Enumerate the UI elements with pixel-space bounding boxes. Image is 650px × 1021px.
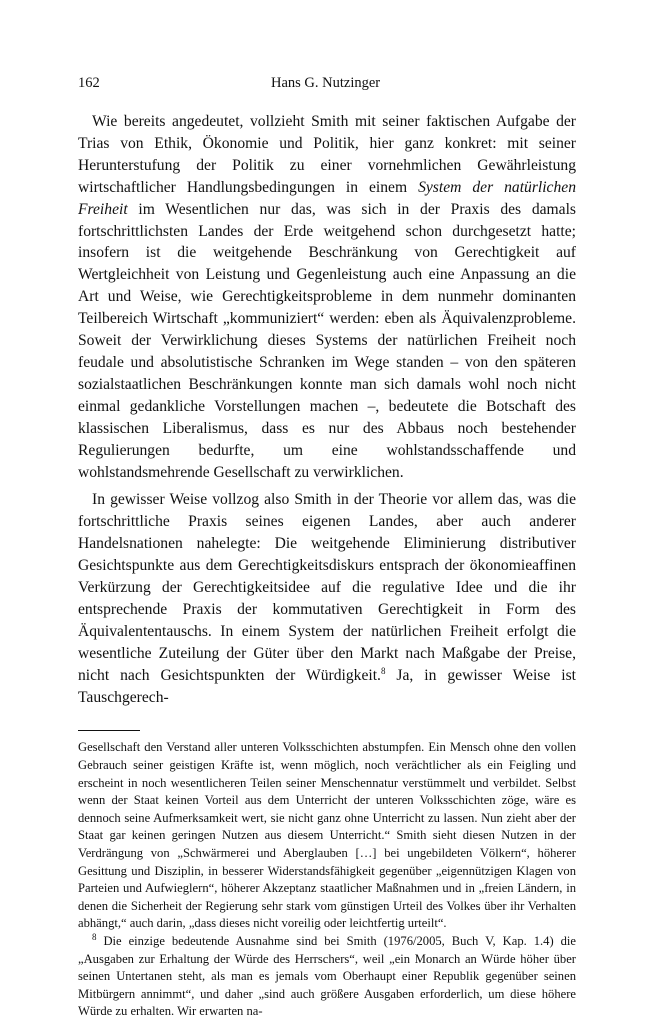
italic-term: System der natürlichen Freiheit [78, 178, 576, 218]
footnote-continued: Gesellschaft den Verstand aller unteren Volksschichten abstumpfen. Ein Mensch ohne den vollen Gebrauch seiner geistigen Kräfte ist, wenn möglich, noch verächtlicher als ein Feigling und erscheint in noch wesentlicheren Teilen seiner Menschennatur verstümmelt und verbildet. Selbst wenn der Staat keinen Vorteil aus dem Unterricht der unteren Volksschichten zöge, wäre es dennoch seine Aufmerksamkeit wert, sie nicht ganz ohne Unterricht zu lassen. Nun zieht aber der Staat gar keinen geringen Nutzen aus diesem Unterricht.“ Smith sieht diesen Nutzen in der Verdrängung von „Schwärmerei und Aberglauben […] bei ungebildeten Völkern“, höherer Gesittung und Disziplin, in besserer Widerstandsfähigkeit gegenüber „eigennützigen Klagen von Parteien und Aufwieglern“, höherer Akzeptanz staatlicher Maßnahmen und in „freien Ländern, in denen die Sicherheit der Regierung sehr stark vom günstigen Urteil des Volkes über ihr Verhalten abhängt,“ auch darin, „dass dieses nicht voreilig oder leichtfertig urteilt“. [78, 740, 576, 931]
paragraph-2-text-start: In gewisser Weise vollzog also Smith in der Theorie vor allem das, was die fortschrittliche Praxis seines eigenen Landes, aber auch anderer Handelsnationen nahelegte: Die weitgehende Eliminierung distributiver Gesichtspunkte aus dem Gerechtigkeitsdiskurs entsprach der ökonomieaffinen Verkürzung der Gerechtigkeitsidee auf die regulative Idee und die ihr entsprechende Praxis der kommutativen Gerechtigkeit in Form des Äquivalententauschs. In einem System der natürlichen Freiheit erfolgt die wesentliche Zuteilung der Güter über den Markt nach Maßgabe der Preise, nicht nach Gesichtspunkten der Würdigkeit. [78, 491, 576, 684]
running-head [78, 60, 576, 90]
footnote-8-text: Die einzige bedeutende Ausnahme sind bei Smith (1976/2005, Buch V, Kap. 1.4) die „Ausgaben zur Erhaltung der Würde des Herrschers“, weil „ein Monarch an Würde höher über seinen Untertanen steht, als man es jemals vom Oberhaupt einer Republik gegenüber seinen Mitbürgern annimmt“, und daher „sind auch größere Ausgaben erforderlich, um diese höhere Würde zu erhalten. Wir erwarten na- [78, 934, 576, 1019]
paragraph-2-text-end: Ja, in gewisser Weise ist Tauschgerech- [78, 666, 576, 706]
footnote-8 [78, 933, 576, 1021]
page-number: 162 [78, 75, 100, 91]
main-text [78, 111, 576, 708]
footnote-reference-8: 8 [380, 665, 386, 676]
paragraph-1-text-end: im Wesentlichen nur das, was sich in der Praxis des damals fortschrittlichsten Landes der Erde weitgehend schon durchgesetzt hatte; insofern ist die weitgehende Beschränkung von Gerechtigkeit auf Wertgleichheit von Leistung und Gegenleistung auch eine Anpassung an die Art und Weise, wie Gerechtigkeitsprobleme in dem nunmehr dominanten Teilbereich Wirtschaft „kommuniziert“ werden: eben als Äquivalenzprobleme. Soweit der Verwirklichung dieses Systems der natürlichen Freiheit noch feudale und absolutistische Schranken im Wege standen – von den späteren sozialstaatlichen Beschränkungen konnte man sich damals wohl noch nicht einmal gedankliche Vorstellungen machen –, bedeutete die Botschaft des klassischen Liberalismus, dass es nur des Abbaus noch bestehender Regulierungen bedurfte, um eine wohlstandsschaffende und wohlstandsmehrende Gesellschaft zu verwirklichen. [78, 200, 576, 481]
running-head-author: Hans G. Nutzinger [271, 75, 381, 91]
footnote-number-8: 8 [92, 931, 97, 942]
book-page [78, 60, 576, 1021]
body-paragraph-1 [78, 111, 576, 483]
footnote-divider [78, 730, 140, 731]
body-paragraph-2 [78, 489, 576, 708]
footnotes [78, 739, 576, 1021]
paragraph-1-text-start: Wie bereits angedeutet, vollzieht Smith mit seiner faktischen Aufgabe der Trias von Ethik, Ökonomie und Politik, hier ganz konkret: mit seiner Herunterstufung der Politik zu einer vornehmlichen Gewährleistung wirtschaftlicher Handlungsbedingungen in einem [78, 113, 576, 196]
